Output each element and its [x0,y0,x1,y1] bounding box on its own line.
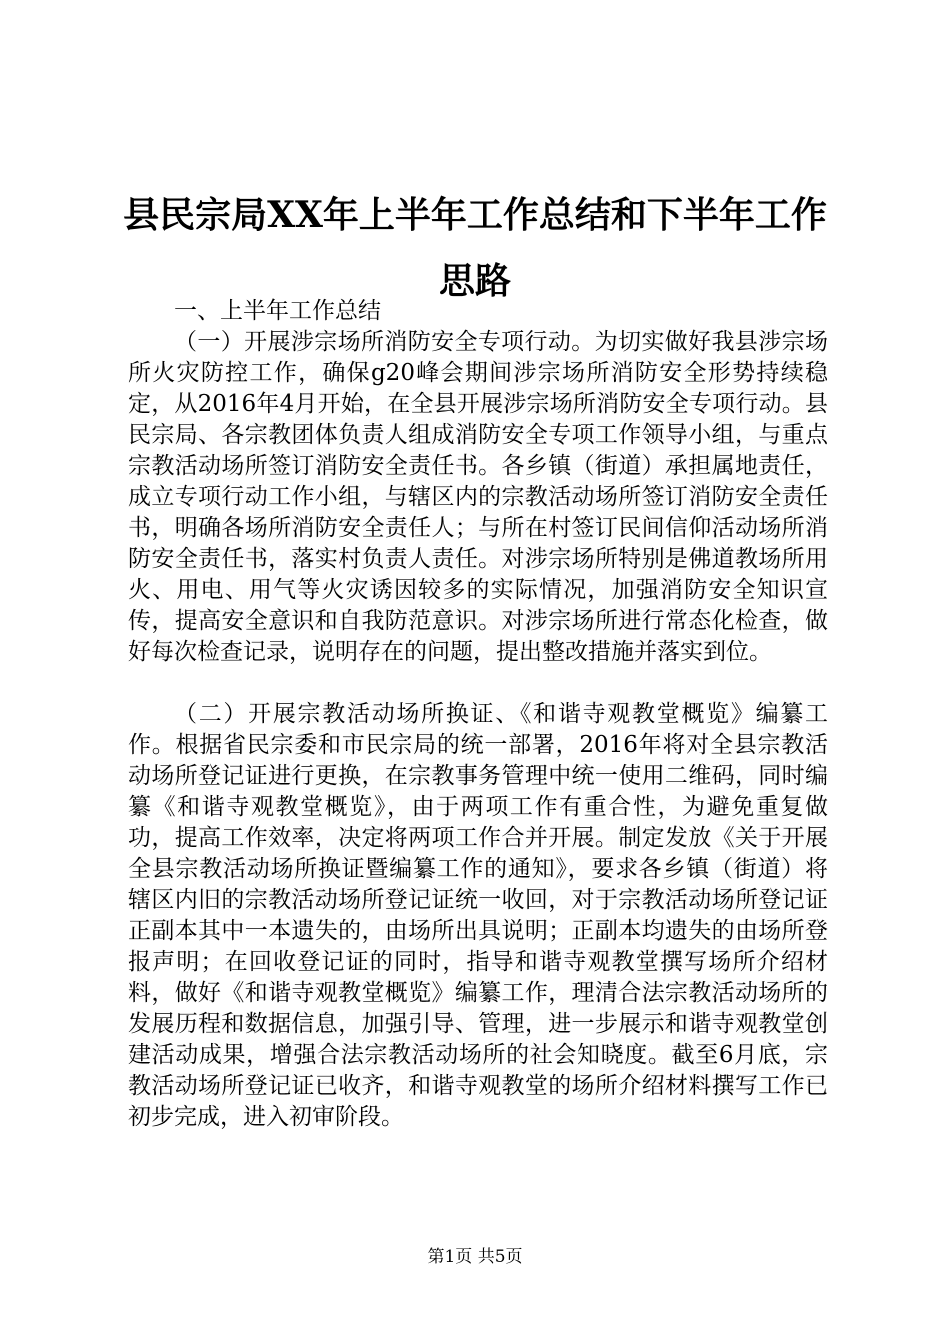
paragraph-spacer [128,668,828,699]
paragraph-1: （一）开展涉宗场所消防安全专项行动。为切实做好我县涉宗场所火灾防控工作，确保g20峰会期间涉宗场所消防安全形势持续稳定，从2016年4月开始，在全县开展涉宗场所消防安全专项行动。县民宗局、各宗教团体负责人组成消防安全专项工作领导小组，与重点宗教活动场所签订消防安全责任书。各乡镇（街道）承担属地责任，成立专项行动工作小组，与辖区内的宗教活动场所签订消防安全责任书，明确各场所消防安全责任人；与所在村签订民间信仰活动场所消防安全责任书，落实村负责人责任。对涉宗场所特别是佛道教场所用火、用电、用气等火灾诱因较多的实际情况，加强消防安全知识宣传，提高安全意识和自我防范意识。对涉宗场所进行常态化检查，做好每次检查记录，说明存在的问题，提出整改措施并落实到位。 [128,329,828,665]
document-title: 县民宗局XX年上半年工作总结和下半年工作思路 [123,194,827,302]
page-footer: 第1页 共5页 [427,1247,523,1267]
section-heading: 一、上半年工作总结 [174,298,381,324]
document-body [128,296,828,1133]
paragraph-2: （二）开展宗教活动场所换证、《和谐寺观教堂概览》编纂工作。根据省民宗委和市民宗局的统一部署，2016年将对全县宗教活动场所登记证进行更换，在宗教事务管理中统一使用二维码，同时编纂《和谐寺观教堂概览》，由于两项工作有重合性，为避免重复做功，提高工作效率，决定将两项工作合并开展。制定发放《关于开展全县宗教活动场所换证暨编纂工作的通知》，要求各乡镇（街道）将辖区内旧的宗教活动场所登记证统一收回，对于宗教活动场所登记证正副本其中一本遗失的，由场所出具说明；正副本均遗失的由场所登报声明；在回收登记证的同时，指导和谐寺观教堂撰写场所介绍材料，做好《和谐寺观教堂概览》编纂工作，理清合法宗教活动场所的发展历程和数据信息，加强引导、管理，进一步展示和谐寺观教堂创建活动成果，增强合法宗教活动场所的社会知晓度。截至6月底，宗教活动场所登记证已收齐，和谐寺观教堂的场所介绍材料撰写工作已初步完成，进入初审阶段。 [128,701,828,1130]
